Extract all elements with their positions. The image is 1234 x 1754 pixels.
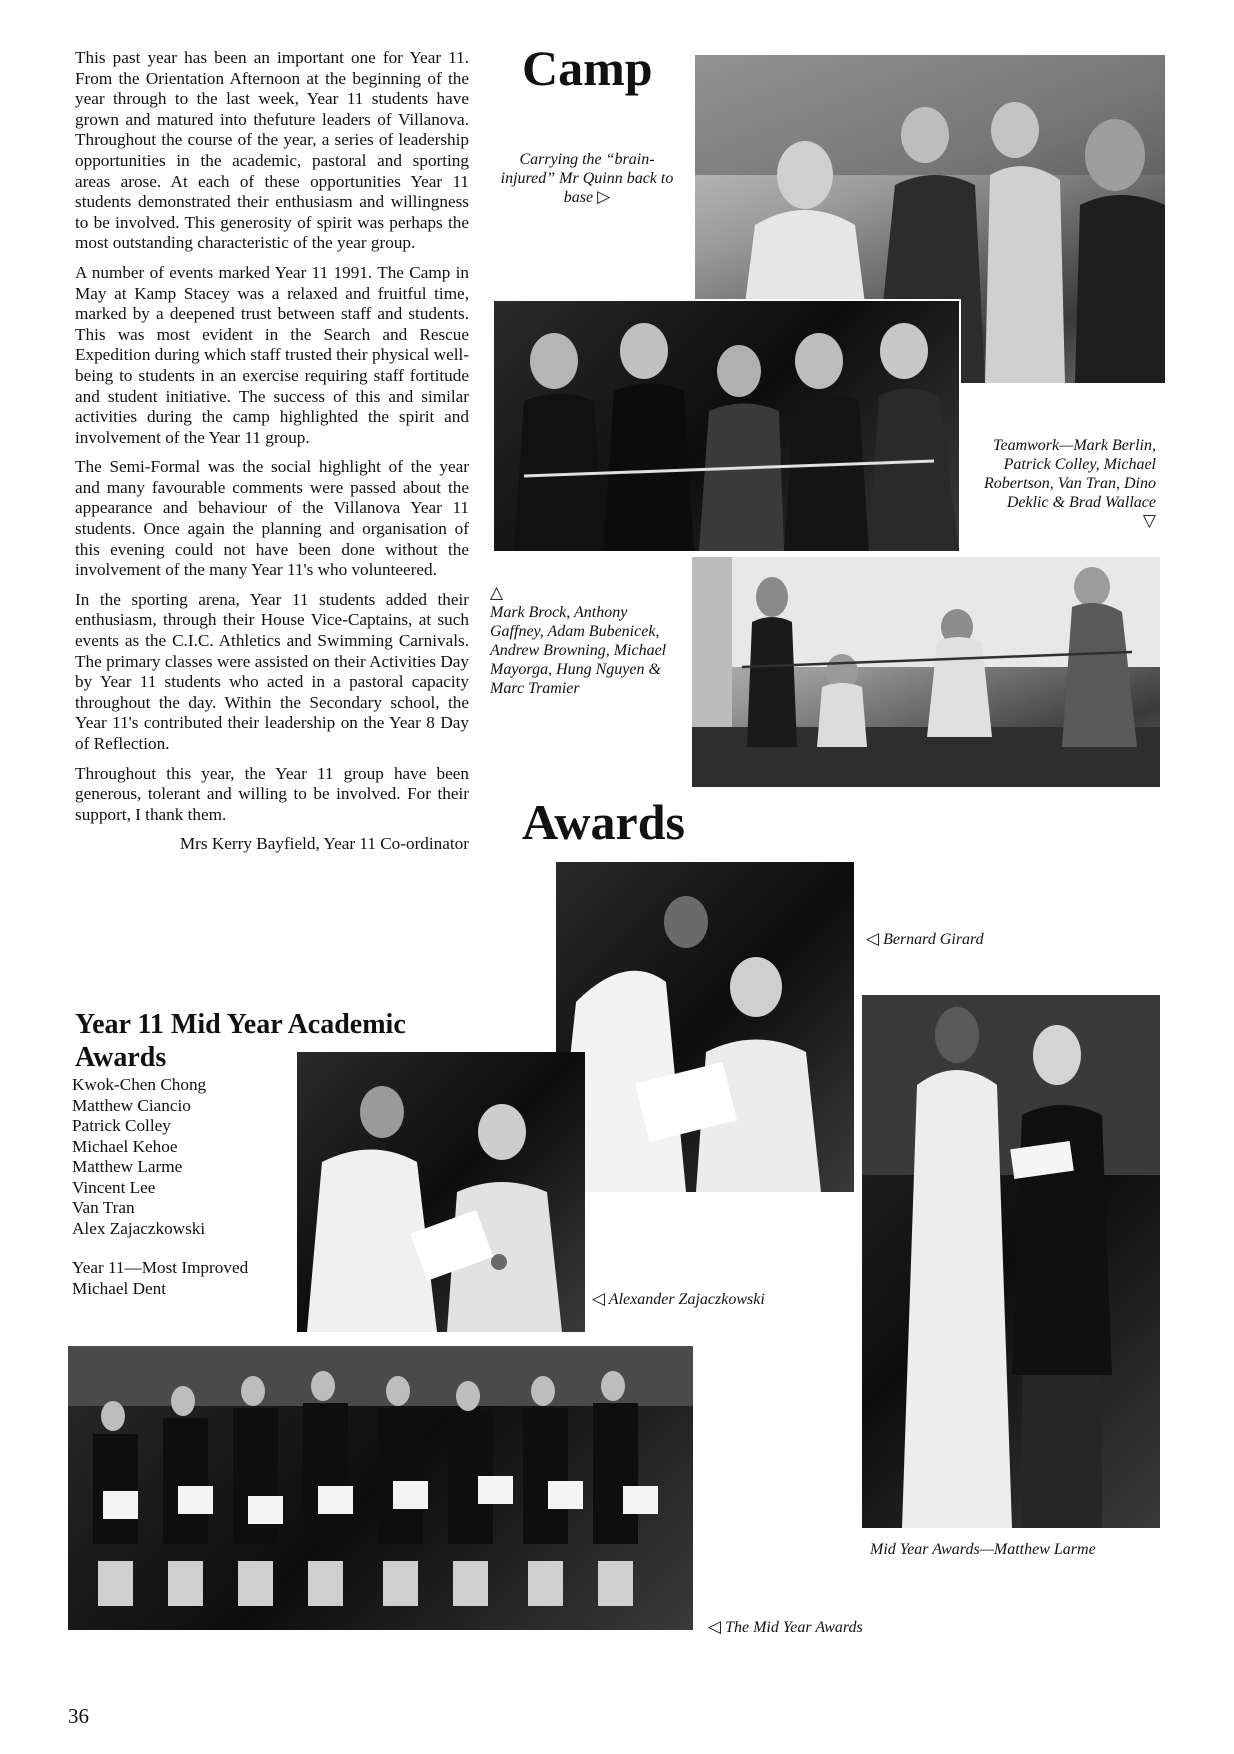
paragraph-closing: Throughout this year, the Year 11 group have been generous, tolerant and willing to be involved. For their support, I thank them. [75, 763, 469, 824]
arrow-left-icon: ◁ [866, 929, 880, 949]
photo-mid-year-awards-image [68, 1346, 693, 1630]
caption-brock [490, 584, 680, 698]
caption-zajaczkowski-text: Alexander Zajaczkowski [608, 1291, 765, 1308]
paragraph-intro: This past year has been an important one for Year 11. From the Orientation Afternoon at the beginning of the year through to the last week, Year 11 students have grown and matured into thefuture leaders of Villanova. Throughout the course of the year, a series of leadership opportunities in the academic, pastoral and sporting areas arose. At each of these opportunities Year 11 students demonstrated their enthusiasm and willingness to be involved. This generosity of spirit was perhaps the most outstanding characteristic of the year group. [75, 48, 469, 253]
photo-camp-teamwork [494, 301, 959, 551]
awards-heading: Awards [522, 794, 685, 850]
photo-camp-group-image [692, 557, 1160, 787]
signature: Mrs Kerry Bayfield, Year 11 Co-ordinator [179, 834, 469, 854]
arrow-left-icon: ◁ [708, 1617, 722, 1637]
caption-larme: Mid Year Awards—Matthew Larme [870, 1541, 1096, 1558]
caption-mid-year [708, 1618, 863, 1637]
list-item: Vincent Lee [72, 1177, 156, 1197]
photo-mid-year-awards [68, 1346, 693, 1630]
paragraph-sporting: In the sporting arena, Year 11 students added their enthusiasm, through their House Vice-Captains, at such events as the C.I.C. Athletics and Swimming Carnivals. The primary classes were assisted on their Activities Day by Year 11 students who acted in a pastoral capacity throughout the day. Within the Secondary school, the Year 11's contributed their leadership on the Year 8 Day of Reflection. [75, 589, 469, 753]
photo-matthew-larme-image [862, 995, 1160, 1528]
caption-mid-year-text: The Mid Year Awards [725, 1619, 863, 1636]
arrow-right-icon: ▷ [597, 187, 611, 207]
most-improved [72, 1258, 292, 1299]
caption-teamwork-text: Teamwork—Mark Berlin, Patrick Colley, Michael Robertson, Van Tran, Dino Deklic & Brad Wallace [983, 437, 1156, 511]
list-item: Matthew Ciancio [72, 1095, 191, 1115]
photo-camp-teamwork-image [494, 301, 959, 551]
list-item: Kwok-Chen Chong [72, 1075, 207, 1094]
paragraph-events: A number of events marked Year 11 1991. The Camp in May at Kamp Stacey was a relaxed and fruitful time, marked by a deepened trust between staff and students. This was most evident in the Search and Rescue Expedition during which staff trusted their physical well-being to students in an exercise requiring staff fortitude and student initiative. The success of this and similar activities during the camp highlighted the spirit and involvement of the Year 11 group. [75, 262, 469, 447]
arrow-down-icon: ▽ [1142, 511, 1156, 531]
caption-girard [866, 930, 984, 949]
paragraph-semi-formal: The Semi-Formal was the social highlight of the year and many favourable comments were passed about the appearance and behaviour of the Villanova Year 11 students. Once again the planning and organisation of this evening could not have been done without the involvement of the many Year 11's who volunteered. [75, 457, 469, 580]
photo-camp-group [692, 557, 1160, 787]
caption-zajaczkowski [592, 1290, 765, 1309]
caption-teamwork [960, 436, 1156, 531]
list-item: Patrick Colley [72, 1116, 171, 1135]
camp-heading: Camp [522, 40, 653, 96]
caption-brock-text: Mark Brock, Anthony Gaffney, Adam Bubenicek, Andrew Browning, Michael Mayorga, Hung Nguyen & Marc Tramier [490, 604, 667, 697]
page-number: 36 [68, 1704, 89, 1728]
caption-quinn [498, 150, 676, 207]
caption-girard-text: Bernard Girard [883, 931, 984, 948]
photo-alexander-zajaczkowski-image [297, 1052, 585, 1332]
photo-matthew-larme [862, 995, 1160, 1528]
list-item: Matthew Larme [72, 1157, 183, 1176]
most-improved-label: Year 11—Most Improved [72, 1258, 249, 1277]
caption-quinn-text: Carrying the “brain-injured” Mr Quinn back to base [500, 151, 674, 206]
arrow-up-icon: △ [490, 583, 504, 603]
list-item: Van Tran [72, 1198, 135, 1217]
photo-bernard-girard-image [556, 862, 854, 1192]
most-improved-name: Michael Dent [72, 1278, 167, 1298]
arrow-left-icon: ◁ [592, 1289, 606, 1309]
photo-alexander-zajaczkowski [297, 1052, 585, 1332]
list-item: Michael Kehoe [72, 1136, 178, 1156]
list-item: Alex Zajaczkowski [72, 1218, 206, 1238]
academic-awards-list [72, 1075, 292, 1239]
academic-awards-title: Year 11 Mid Year Academic Awards [75, 1009, 406, 1073]
article-body [75, 48, 469, 855]
photo-bernard-girard [556, 862, 854, 1192]
